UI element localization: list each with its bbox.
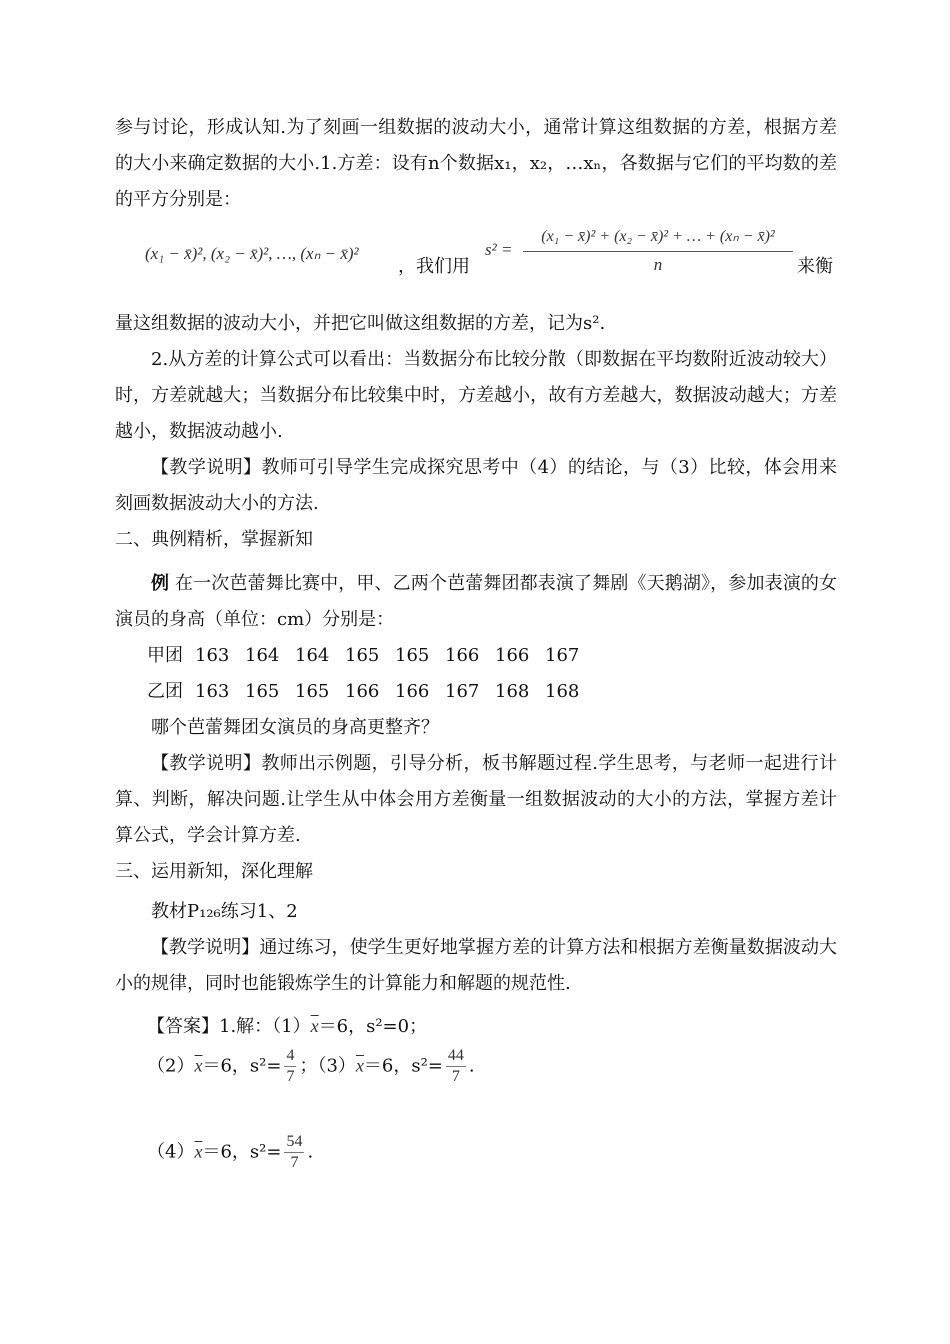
table-cell: 164 — [245, 645, 280, 666]
paragraph-variance-property: 2.从方差的计算公式可以看出：当数据分布比较分散（即数据在平均数附近波动较大）时，方差就越大；当数据分布比较集中时，方差越小，故有方差越大，数据波动越大；方差越小，数据波动越小. — [115, 349, 837, 442]
paragraph-teaching-note-3: 【教学说明】通过练习，使学生更好地掌握方差的计算方法和根据方差衡量数据波动大小的规律，同时也能锻炼学生的计算能力和解题的规范性. — [115, 937, 837, 994]
mean-symbol: $\overline{x}$ — [194, 1055, 203, 1076]
fraction-numerator: 44 — [446, 1046, 466, 1067]
answer-part-3: ＝6，s²= — [363, 1055, 443, 1077]
table-cell: 167 — [545, 645, 580, 666]
fraction-4-7 — [284, 1046, 296, 1087]
heading-section-3: 三、运用新知，深化理解 — [115, 861, 313, 882]
answer-label-2: （2） — [147, 1055, 195, 1077]
table-cell: 168 — [495, 681, 530, 702]
table-cell: 163 — [195, 681, 230, 702]
mean-symbol: $\overline{x}$ — [194, 1141, 203, 1162]
table-cell: 165 — [295, 681, 330, 702]
row-label: 乙团 — [147, 681, 183, 702]
table-row — [147, 674, 595, 710]
answer-period: . — [468, 1055, 475, 1077]
formula-tail-text: 来衡 — [797, 256, 833, 277]
fraction-numerator: 4 — [284, 1046, 296, 1067]
table-cell: 166 — [445, 645, 480, 666]
example-text: 在一次芭蕾舞比赛中，甲、乙两个芭蕾舞团都表演了舞剧《天鹅湖》，参加表演的女演员的身高（单位：cm）分别是： — [115, 573, 838, 630]
exercise-reference: 教材P₁₂₆练习1、2 — [151, 901, 298, 922]
heading-section-2: 二、典例精析，掌握新知 — [115, 529, 313, 550]
paragraph-teaching-note-1: 【教学说明】教师可引导学生完成探究思考中（4）的结论，与（3）比较，体会用来刻画数据波动大小的方法. — [115, 457, 837, 514]
answer-line-2 — [147, 1046, 475, 1087]
table-row — [147, 638, 595, 674]
answer-part-2: ＝6，s²= — [202, 1055, 282, 1077]
variance-denominator: n — [653, 255, 663, 274]
formula-s2-label: s² = — [485, 240, 513, 259]
table-cell: 166 — [495, 645, 530, 666]
variance-formula-row — [115, 222, 837, 282]
paragraph-teaching-note-2: 【教学说明】教师出示例题，引导分析，板书解题过程.学生思考，与老师一起进行计算、判断，解决问题.让学生从中体会用方差衡量一组数据波动的大小的方法，掌握方差计算公式，学会计算方差. — [115, 753, 837, 846]
fraction-denominator: 7 — [451, 1068, 460, 1085]
mean-symbol: $\overline{x}$ — [310, 1016, 319, 1036]
answer-period: . — [307, 1141, 314, 1163]
answer-prefix: 【答案】1.解：（1） — [147, 1016, 311, 1037]
paragraph-example — [115, 566, 837, 638]
fraction-denominator: 7 — [290, 1154, 299, 1171]
table-cell: 166 — [395, 681, 430, 702]
mean-symbol: $\overline{x}$ — [355, 1055, 364, 1076]
fraction-denominator: 7 — [286, 1068, 295, 1085]
fraction-numerator: 54 — [284, 1132, 304, 1153]
answer-line-1 — [147, 1012, 427, 1038]
deviation-sequence: (x₁ − x̄)², (x₂ − x̄)², …, (xₙ − x̄)² — [145, 244, 359, 263]
row-label: 甲团 — [147, 645, 183, 666]
table-cell: 165 — [395, 645, 430, 666]
table-cell: 165 — [245, 681, 280, 702]
paragraph-variance-intro: 参与讨论，形成认知.为了刻画一组数据的波动大小，通常计算这组数据的方差，根据方差的大小来确定数据的大小.1.方差：设有n个数据x₁，x₂，…xₙ，各数据与它们的平均数的差的平方分别是： — [115, 117, 837, 210]
table-cell: 166 — [345, 681, 380, 702]
table-cell: 168 — [545, 681, 580, 702]
example-label: 例 — [151, 573, 170, 594]
example-question: 哪个芭蕾舞团女演员的身高更整齐？ — [151, 717, 439, 738]
table-cell: 165 — [345, 645, 380, 666]
table-cell: 163 — [195, 645, 230, 666]
table-cell: 164 — [295, 645, 330, 666]
variance-fraction — [523, 225, 793, 278]
answer-part-4: ＝6，s²= — [202, 1141, 282, 1163]
answer-label-3: ；（3） — [299, 1055, 356, 1077]
variance-numerator: (x₁ − x̄)² + (x₂ − x̄)² + … + (xₙ − x̄)² — [523, 225, 793, 252]
answer-part-1: ＝6，s²=0； — [318, 1016, 428, 1037]
fraction-44-7 — [446, 1046, 466, 1087]
formula-connector-text: ，我们用 — [398, 256, 470, 277]
paragraph-variance-definition: 量这组数据的波动大小，并把它叫做这组数据的方差，记为s². — [115, 313, 606, 334]
answer-label-4: （4） — [147, 1141, 195, 1163]
table-cell: 167 — [445, 681, 480, 702]
answer-line-3 — [147, 1132, 313, 1173]
fraction-54-7 — [284, 1132, 304, 1173]
